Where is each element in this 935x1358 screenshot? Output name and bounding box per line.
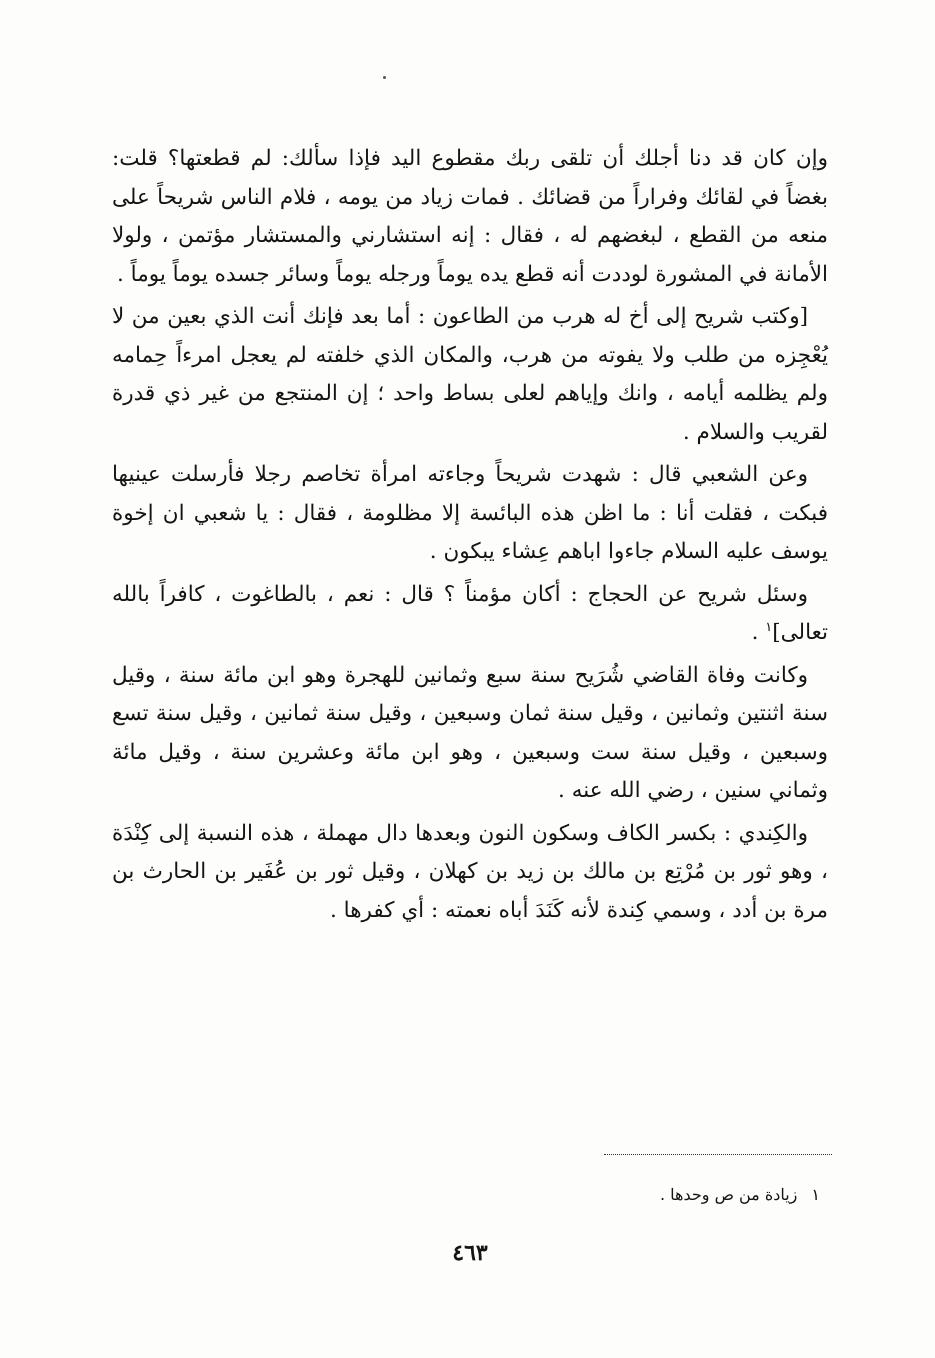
footnote: [520, 1182, 820, 1208]
paragraph-1: وإن كان قد دنا أجلك أن تلقى ربك مقطوع اليد فإذا سألك: لم قطعتها؟ قلت: بغضاً في لقائك وفراراً من قضائك . فمات زياد من يومه ، فلام الناس شريحاً على منعه من القطع ، لبغضهم له ، فقال : إنه استشارني والمستشار مؤتمن ، ولولا الأمانة في المشورة لوددت أنه قطع يده يوماً ورجله يوماً وسائر جسده يوماً يوماً .: [112, 146, 828, 287]
footnote-reference: ١: [765, 619, 773, 635]
footnote-divider: [604, 1154, 832, 1155]
paragraph-6: والكِندي : بكسر الكاف وسكون النون وبعدها دال مهملة ، هذه النسبة إلى كِنْدَة ، وهو ثور بن مُرْتِع بن مالك بن زيد بن كهلان ، وقيل ثور بن عُفَير بن الحارث بن مرة بن أدد ، وسمي كِندة لأنه كَنَدَ أباه نعمته : أي كفرها .: [112, 820, 828, 923]
paragraph-4-end: .: [751, 620, 766, 645]
footnote-number: ١: [811, 1185, 820, 1204]
page-number: ٤٦٣: [452, 1240, 488, 1266]
footnote-text: زيادة من ص وحدها .: [659, 1185, 798, 1204]
paragraph-2: [وكتب شريح إلى أخ له هرب من الطاعون : أما بعد فإنك أنت الذي بعين من لا يُعْجِزه من طلب ولا يفوته من هرب، والمكان الذي خلفته لم يعجل امرءاً حِمامه ولم يظلمه أيامه ، وانك وإياهم لعلى بساط واحد ؛ إن المنتجع من غير ذي قدرة لقريب والسلام .: [112, 304, 828, 445]
paragraph-3: وعن الشعبي قال : شهدت شريحاً وجاءته امرأة تخاصم رجلا فأرسلت عينيها فبكت ، فقلت أنا : ما اظن هذه البائسة إلا مظلومة ، فقال : يا شعبي ان إخوة يوسف عليه السلام جاءوا اباهم عِشاء يبكون .: [112, 462, 828, 564]
scan-speck: [383, 76, 386, 79]
paragraph-4-text: وسئل شريح عن الحجاج : أكان مؤمناً ؟ قال : نعم ، بالطاغوت ، كافراً بالله تعالى]: [112, 581, 828, 645]
paragraph-5: وكانت وفاة القاضي شُرَيح سنة سبع وثمانين للهجرة وهو ابن مائة سنة ، وقيل سنة اثنتين وثمانين ، وقيل سنة ثمان وسبعين ، وقيل سنة ثمانين ، وقيل سنة تسع وسبعين ، وقيل سنة ست وسبعين ، وهو ابن مائة وعشرين سنة ، وقيل مائة وثماني سنين ، رضي الله عنه .: [112, 662, 828, 803]
body-text: [112, 140, 828, 934]
paragraph-4: [112, 576, 828, 653]
